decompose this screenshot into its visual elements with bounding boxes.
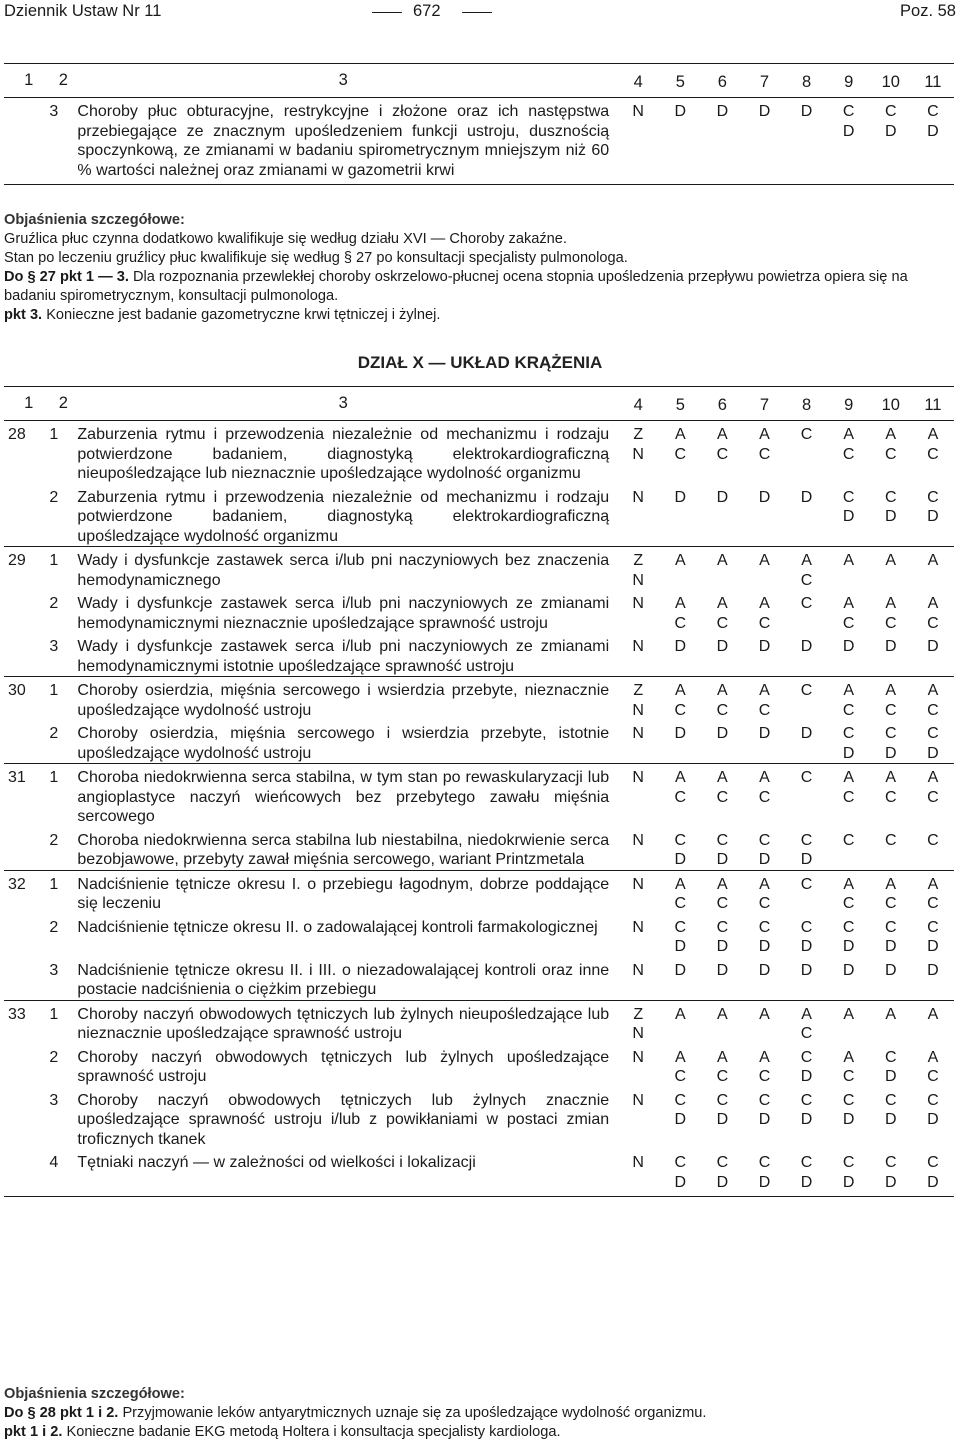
explanation-line: Gruźlica płuc czynna dodatkowo kwalifikuje się według działu XVI — Choroby zakaźne.: [4, 231, 567, 247]
condition-description: Choroby naczyń obwodowych tętniczych lub żylnych upośledzające sprawność ustroju: [77, 1048, 610, 1085]
grade-cell: A C: [828, 870, 870, 914]
item-number: [4, 98, 49, 185]
explanations-title: Objaśnienia szczegółowe:: [4, 1386, 185, 1402]
grade-cell: D: [927, 961, 939, 979]
condition-description: Nadciśnienie tętnicze okresu II. o zadowalającej kontroli farmakologicznej: [77, 918, 598, 936]
item-number: 33: [4, 1000, 49, 1044]
column-header: 4: [617, 387, 659, 421]
explanation-text: Przyjmowanie leków antyarytmicznych uznaje się za upośledzające wydolność organizmu.: [122, 1405, 707, 1421]
grade-cell: A C: [743, 677, 785, 721]
column-header: 6: [701, 64, 743, 98]
table-row: [4, 677, 954, 721]
grade-cell: C D: [842, 918, 855, 955]
condition-description: Choroby osierdzia, mięśnia sercowego i wsierdzia przebyte, nieznacznie upośledzające wydolność ustroju: [77, 677, 617, 721]
dash-divider: [462, 12, 492, 13]
subitem-number: 3: [49, 961, 59, 979]
subitem-number: 2: [49, 831, 59, 849]
explanations-respiratory: [4, 211, 959, 325]
grade-cell: C D: [884, 725, 897, 762]
column-header: 8: [786, 64, 828, 98]
item-number: [4, 590, 49, 633]
grade-cell: D: [758, 638, 771, 655]
item-number: 32: [4, 870, 49, 914]
grade-cell: A C: [743, 764, 785, 827]
subitem-number: 1: [49, 764, 77, 827]
column-header: 2: [49, 64, 77, 98]
grade-cell: A: [743, 1000, 785, 1044]
grade-cell: Z N: [617, 547, 659, 591]
grade-cell: C D: [743, 1149, 785, 1197]
grade-cell: C D: [870, 1149, 912, 1197]
grade-cell: D: [674, 488, 687, 506]
explanation-paragraph: [4, 1404, 959, 1423]
condition-description: Wady i dysfunkcje zastawek serca i/lub pni naczyniowych ze zmianami hemodynamicznymi istotnie upośledzające sprawność ustroju: [77, 638, 610, 675]
column-header: 11: [912, 387, 954, 421]
item-number: [4, 1044, 49, 1087]
grade-cell: C D: [758, 918, 771, 955]
table-row: [4, 484, 954, 547]
condition-description: Wady i dysfunkcje zastawek serca i/lub pni naczyniowych bez znaczenia hemodynamicznego: [77, 547, 617, 591]
grade-cell: A: [659, 1000, 701, 1044]
column-header: 7: [743, 64, 785, 98]
grade-cell: A C: [842, 595, 855, 632]
grade-cell: A: [870, 1000, 912, 1044]
item-number: [4, 633, 49, 677]
grade-cell: A C: [659, 677, 701, 721]
grade-cell: D: [743, 98, 785, 185]
grade-cell: A: [659, 547, 701, 591]
column-header: 5: [659, 64, 701, 98]
column-header: 11: [912, 64, 954, 98]
grade-cell: A: [828, 547, 870, 591]
grade-cell: A C: [828, 764, 870, 827]
grade-cell: D: [758, 725, 771, 742]
grade-cell: C D: [716, 831, 729, 868]
page-header: [0, 0, 960, 26]
condition-description: Nadciśnienie tętnicze okresu I. o przebiegu łagodnym, dobrze poddające się leczeniu: [77, 870, 617, 914]
grade-cell: D: [842, 638, 855, 655]
section-title: DZIAŁ X — UKŁAD KRĄŻENIA: [357, 353, 603, 372]
table-row: [4, 590, 954, 633]
subitem-number: 3: [49, 1091, 59, 1109]
grade-cell: D: [674, 638, 687, 655]
position-number: Poz. 58: [900, 2, 956, 20]
explanation-paragraph: [4, 1423, 959, 1442]
subitem-number: 4: [49, 1149, 77, 1197]
column-header: 5: [659, 387, 701, 421]
grade-cell: D: [927, 638, 939, 655]
subitem-number: 1: [49, 547, 77, 591]
grade-cell: N: [632, 638, 644, 655]
condition-description: Zaburzenia rytmu i przewodzenia niezależnie od mechanizmu i rodzaju potwierdzone badaniem, diagnostyką elektrokardiograficzną nieupośledzające lub nieznacznie upośledzające wydolność organizmu: [77, 426, 610, 482]
column-header: 1: [4, 64, 49, 98]
item-number: [4, 1149, 49, 1197]
grade-cell: C D: [800, 1048, 813, 1085]
grade-cell: D: [800, 488, 813, 506]
grade-cell: N: [617, 870, 659, 914]
subitem-number: 3: [49, 638, 59, 655]
grade-cell: C D: [786, 1149, 828, 1197]
table-row: [4, 720, 954, 764]
explanation-text: Konieczne badanie EKG metodą Holtera i konsultacja specjalisty kardiologa.: [66, 1424, 561, 1440]
grade-cell: D: [884, 961, 897, 979]
item-number: 29: [4, 547, 49, 591]
grade-cell: A C: [842, 426, 855, 463]
grade-cell: C D: [884, 918, 897, 955]
item-number: 28: [8, 426, 26, 443]
grade-cell: C D: [674, 1091, 687, 1128]
grade-cell: C: [786, 764, 828, 827]
grade-cell: D: [674, 725, 687, 742]
grade-cell: C: [800, 595, 813, 612]
item-number: [4, 1087, 49, 1150]
grade-cell: D: [716, 488, 729, 506]
subitem-number: 2: [49, 595, 59, 612]
subitem-number: 1: [49, 870, 77, 914]
grade-cell: A C: [701, 677, 743, 721]
grade-cell: C D: [758, 1091, 771, 1128]
grade-cell: A C: [758, 1048, 771, 1085]
grade-cell: A C: [786, 547, 828, 591]
condition-description: Nadciśnienie tętnicze okresu II. i III. o niezadowalającej kontroli oraz inne postacie nadciśnienia o ciężkim przebiegu: [77, 961, 610, 998]
column-header: 9: [828, 387, 870, 421]
grade-cell: C D: [659, 1149, 701, 1197]
grade-cell: C D: [758, 831, 771, 868]
grade-cell: C: [884, 831, 897, 849]
journal-name: Dziennik Ustaw Nr 11: [4, 2, 162, 20]
grade-cell: N: [632, 831, 644, 849]
table-row: [4, 421, 954, 484]
item-number: [4, 914, 49, 957]
grade-cell: D: [716, 961, 729, 979]
grade-cell: N: [632, 725, 644, 742]
grade-cell: A: [828, 1000, 870, 1044]
grade-cell: N: [632, 595, 644, 612]
grade-cell: Z N: [617, 677, 659, 721]
grade-cell: N: [632, 1091, 644, 1109]
grade-cell: A C: [870, 677, 912, 721]
table-row: [4, 870, 954, 914]
grade-cell: N: [617, 98, 659, 185]
table-row: [4, 1087, 954, 1150]
explanation-text: Dla rozpoznania przewlekłej choroby oskrzelowo-płucnej ocena stopnia upośledzenia przepływu powietrza opiera się na badaniu spirometrycznym, konsultacji pulmonologa.: [4, 269, 908, 304]
table-row: [4, 957, 954, 1001]
subitem-number: 2: [49, 725, 59, 742]
grade-cell: C D: [701, 1149, 743, 1197]
grade-cell: C D: [674, 831, 687, 868]
grade-cell: A C: [674, 595, 687, 632]
grade-cell: A C: [716, 1048, 729, 1085]
grade-cell: C D: [912, 1149, 954, 1197]
grade-cell: A C: [758, 595, 771, 632]
grade-cell: A C: [912, 677, 954, 721]
grade-cell: D: [758, 488, 771, 506]
grade-cell: C D: [884, 1048, 897, 1085]
column-header-row: [4, 387, 954, 421]
column-header: 2: [49, 387, 77, 421]
table-row: [4, 1000, 954, 1044]
grade-cell: C D: [884, 488, 897, 525]
grade-cell: A C: [884, 595, 897, 632]
grade-cell: A C: [659, 764, 701, 827]
table-row: [4, 547, 954, 591]
grade-cell: A C: [828, 677, 870, 721]
grade-cell: C D: [912, 98, 954, 185]
grade-cell: A C: [701, 764, 743, 827]
column-header: 6: [701, 387, 743, 421]
item-number: [4, 957, 49, 1001]
grade-cell: D: [800, 725, 813, 742]
grade-cell: A: [912, 547, 954, 591]
column-header: 10: [870, 64, 912, 98]
grade-cell: C D: [800, 918, 813, 955]
grade-cell: A C: [674, 1048, 687, 1085]
column-header: 4: [617, 64, 659, 98]
grade-cell: A C: [870, 764, 912, 827]
explanations-title: Objaśnienia szczegółowe:: [4, 212, 185, 228]
grade-cell: C D: [927, 725, 939, 762]
condition-description: Wady i dysfunkcje zastawek serca i/lub pni naczyniowych ze zmianami hemodynamicznymi nieznacznie upośledzające sprawność ustroju: [77, 595, 610, 632]
table-row: [4, 1149, 954, 1197]
item-number: 31: [4, 764, 49, 827]
item-number: 30: [4, 677, 49, 721]
table-row: [4, 1044, 954, 1087]
explanation-line: Stan po leczeniu gruźlicy płuc kwalifikuje się według § 27 po konsultacji specjalisty pulmonologa.: [4, 250, 628, 266]
grade-cell: C: [842, 831, 855, 849]
column-header: 9: [828, 64, 870, 98]
grade-cell: C: [786, 677, 828, 721]
table-row: [4, 98, 954, 185]
grade-cell: A C: [927, 1048, 939, 1085]
grade-cell: C: [800, 426, 813, 443]
subitem-number: 2: [49, 1048, 59, 1066]
grade-cell: A C: [743, 870, 785, 914]
grade-cell: A C: [870, 870, 912, 914]
explanation-paragraph: [4, 268, 959, 306]
grade-cell: C D: [828, 1149, 870, 1197]
grade-cell: N: [617, 764, 659, 827]
grade-cell: C D: [927, 488, 939, 525]
grade-cell: D: [674, 961, 687, 979]
grade-cell: A: [912, 1000, 954, 1044]
column-header: 3: [77, 64, 617, 98]
grade-cell: N: [632, 488, 644, 506]
grade-cell: C D: [828, 98, 870, 185]
grade-cell: A: [701, 1000, 743, 1044]
grade-cell: C: [786, 870, 828, 914]
explanation-text: Konieczne jest badanie gazometryczne krwi tętniczej i żylnej.: [46, 307, 441, 323]
grade-cell: A C: [927, 426, 939, 463]
qualification-table-respiratory: [4, 63, 954, 185]
subitem-number: 1: [49, 1000, 77, 1044]
explanation-paragraph: [4, 306, 959, 325]
grade-cell: C D: [716, 1091, 729, 1128]
item-number: [4, 484, 49, 547]
column-header: 10: [870, 387, 912, 421]
grade-cell: D: [884, 638, 897, 655]
paragraph-reference: pkt 3.: [4, 307, 43, 323]
condition-description: Choroby osierdzia, mięśnia sercowego i wsierdzia przebyte, istotnie upośledzające wydolność ustroju: [77, 725, 610, 762]
condition-description: Choroby naczyń obwodowych tętniczych lub żylnych znacznie upośledzające sprawność ustroju i/lub z powikłaniami w postaci zmian troficznych tkanek: [77, 1091, 610, 1148]
column-header: 7: [743, 387, 785, 421]
subitem-number: 1: [49, 677, 77, 721]
condition-description: Zaburzenia rytmu i przewodzenia niezależnie od mechanizmu i rodzaju potwierdzone badaniem, diagnostyką elektrokardiograficzną upośledzające wydolność organizmu: [77, 488, 610, 545]
grade-cell: C D: [674, 918, 687, 955]
grade-cell: D: [800, 961, 813, 979]
grade-cell: D: [758, 961, 771, 979]
dash-divider: [372, 12, 402, 13]
grade-cell: C D: [800, 831, 813, 868]
table-row: [4, 633, 954, 677]
page-number: 672: [413, 2, 441, 20]
grade-cell: D: [659, 98, 701, 185]
grade-cell: C: [927, 831, 939, 849]
grade-cell: C D: [927, 1091, 939, 1128]
grade-cell: C D: [842, 725, 855, 762]
column-header: 3: [77, 387, 617, 421]
condition-description: Choroba niedokrwienna serca stabilna lub niestabilna, niedokrwienie serca bezobjawowe, przebyty zawał mięśnia sercowego, wariant Printzmetala: [77, 831, 610, 868]
subitem-number: 2: [49, 918, 59, 936]
grade-cell: C D: [927, 918, 939, 955]
subitem-number: 1: [49, 426, 59, 443]
grade-cell: A C: [786, 1000, 828, 1044]
item-number: [4, 720, 49, 764]
grade-cell: A C: [927, 595, 939, 632]
subitem-number: 2: [49, 488, 59, 506]
grade-cell: N: [632, 961, 644, 979]
grade-cell: A C: [716, 426, 729, 463]
column-header-row: [4, 64, 954, 98]
grade-cell: A C: [758, 426, 771, 463]
table-row: [4, 914, 954, 957]
grade-cell: N: [617, 1149, 659, 1197]
grade-cell: A C: [716, 595, 729, 632]
paragraph-reference: Do § 27 pkt 1 — 3.: [4, 269, 129, 285]
grade-cell: A: [701, 547, 743, 591]
grade-cell: A C: [912, 870, 954, 914]
grade-cell: C D: [884, 1091, 897, 1128]
item-number: [4, 827, 49, 871]
subitem-number: 3: [49, 98, 77, 185]
explanations-circulatory: [4, 1385, 959, 1442]
grade-cell: D: [786, 98, 828, 185]
grade-cell: D: [800, 638, 813, 655]
grade-cell: A C: [842, 1048, 855, 1085]
grade-cell: C D: [716, 918, 729, 955]
qualification-table-circulatory: [4, 386, 954, 1197]
table-row: [4, 827, 954, 871]
grade-cell: D: [716, 725, 729, 742]
condition-description: Choroby płuc obturacyjne, restrykcyjne i złożone oraz ich następstwa przebiegające ze znacznym upośledzeniem funkcji ustroju, dusznością spoczynkową, ze zmianami w badaniu spirometrycznym mniejszym niż 60 % wartości należnej oraz zmianami w gazometrii krwi: [77, 98, 617, 185]
grade-cell: N: [632, 918, 644, 936]
condition-description: Choroby naczyń obwodowych tętniczych lub żylnych nieupośledzające lub nieznacznie upośledzające sprawność ustroju: [77, 1000, 617, 1044]
grade-cell: C D: [870, 98, 912, 185]
condition-description: Choroba niedokrwienna serca stabilna, w tym stan po rewaskularyzacji lub angioplastyce naczyń wieńcowych bez przebytego zawału mięśnia sercowego: [77, 764, 617, 827]
grade-cell: C D: [842, 1091, 855, 1128]
column-header: 8: [786, 387, 828, 421]
grade-cell: D: [701, 98, 743, 185]
grade-cell: Z N: [632, 426, 644, 463]
grade-cell: D: [716, 638, 729, 655]
grade-cell: C D: [842, 488, 855, 525]
grade-cell: C D: [800, 1091, 813, 1128]
table-row: [4, 764, 954, 827]
grade-cell: A: [743, 547, 785, 591]
paragraph-reference: Do § 28 pkt 1 i 2.: [4, 1405, 119, 1421]
grade-cell: A C: [659, 870, 701, 914]
condition-description: Tętniaki naczyń — w zależności od wielkości i lokalizacji: [77, 1149, 617, 1197]
column-header: 1: [4, 387, 49, 421]
grade-cell: A C: [701, 870, 743, 914]
grade-cell: Z N: [617, 1000, 659, 1044]
grade-cell: N: [632, 1048, 644, 1066]
paragraph-reference: pkt 1 i 2.: [4, 1424, 63, 1440]
grade-cell: A C: [884, 426, 897, 463]
grade-cell: A C: [912, 764, 954, 827]
grade-cell: A C: [674, 426, 687, 463]
grade-cell: D: [842, 961, 855, 979]
grade-cell: A: [870, 547, 912, 591]
